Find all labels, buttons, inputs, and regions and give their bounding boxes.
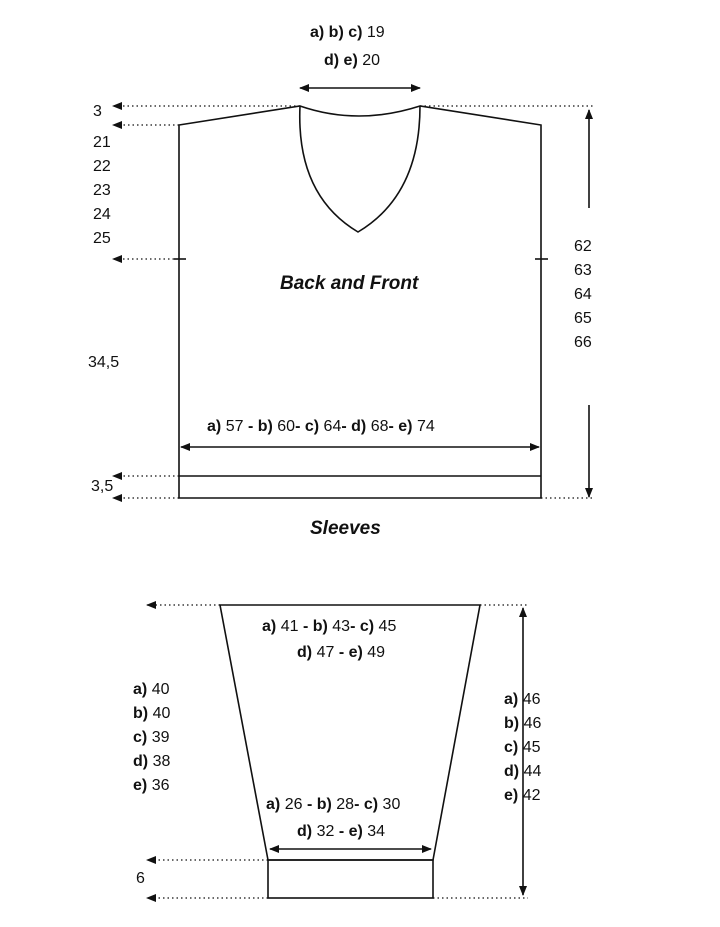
top-width-value-e: 49: [367, 644, 386, 661]
top-width-label-d: d): [297, 644, 313, 661]
body-title: Back and Front: [280, 273, 419, 294]
cuff-width-value-c: 30: [382, 796, 401, 813]
top-width-sep: -: [350, 618, 356, 635]
width-label-a: a): [207, 418, 222, 435]
sleeve-length-item: [133, 702, 170, 726]
width-value-c: 64: [323, 418, 342, 435]
cuff-width-label-c: c): [363, 796, 379, 813]
sleeve-length-item: [133, 750, 170, 774]
cuff-width-value-d: 32: [316, 823, 335, 840]
cuff-height-label: 6: [136, 870, 145, 887]
sleeve-length-value: 40: [152, 705, 171, 722]
width-sep: -: [295, 418, 301, 435]
cuff-width-label-d: d): [297, 823, 313, 840]
sleeve-length-label: c): [133, 729, 148, 746]
sleeve-top-width-line2: [297, 644, 385, 662]
top-width-sep: -: [338, 644, 345, 661]
cuff-width-label-e: e): [348, 823, 363, 840]
sleeve-total-length-list: [504, 688, 541, 808]
width-value-a: 57: [225, 418, 244, 435]
top-width-label-a: a): [262, 618, 277, 635]
cuff-width-line2: [297, 823, 385, 841]
armhole-depth-item: 25: [93, 230, 111, 247]
cuff-width-value-b: 28: [336, 796, 355, 813]
cuff-width-value-a: 26: [284, 796, 303, 813]
sleeve-cuff: [268, 860, 433, 898]
armhole-depth-list: [93, 131, 111, 251]
armhole-depth-item: 22: [93, 158, 111, 175]
cuff-width-sep: -: [338, 823, 345, 840]
cuff-width-line1: [266, 796, 400, 814]
sleeves-title: Sleeves: [310, 518, 381, 539]
body-outline: [179, 106, 541, 498]
sleeve-length-label: a): [133, 681, 148, 698]
sleeve-total-length-value: 44: [523, 763, 542, 780]
sleeve-total-length-item: [504, 784, 541, 808]
sleeve-length-item: [133, 726, 170, 750]
sleeve-total-length-item: [504, 688, 541, 712]
sleeve-length-value: 40: [151, 681, 170, 698]
cuff-width-value-e: 34: [367, 823, 386, 840]
top-width-value-b: 43: [332, 618, 351, 635]
width-value-e: 74: [416, 418, 435, 435]
width-label-c: c): [304, 418, 320, 435]
neck-width-line2-value: 20: [362, 52, 381, 69]
top-width-value-a: 41: [280, 618, 299, 635]
sleeve-total-length-value: 46: [522, 691, 541, 708]
body-length-label: 34,5: [88, 354, 120, 371]
sleeve-total-length-item: [504, 736, 541, 760]
cuff-width-sep: -: [306, 796, 313, 813]
sleeve-total-length-label: d): [504, 763, 520, 780]
body-total-length-item: 63: [574, 262, 592, 279]
body-total-length-item: 66: [574, 334, 592, 351]
top-width-label-e: e): [348, 644, 363, 661]
sleeve-total-length-value: 42: [522, 787, 541, 804]
body-width-line: [207, 418, 435, 436]
width-label-b: b): [257, 418, 273, 435]
sleeve-length-label: d): [133, 753, 149, 770]
sleeve-total-length-label: e): [504, 787, 519, 804]
armhole-depth-item: 24: [93, 206, 111, 223]
sleeve-length-value: 38: [152, 753, 171, 770]
body-total-length-item: 64: [574, 286, 592, 303]
armhole-depth-item: 23: [93, 182, 111, 199]
neck-width-line2: [324, 52, 380, 70]
sleeve-total-length-value: 46: [523, 715, 542, 732]
sleeve-total-length-label: c): [504, 739, 519, 756]
top-width-value-c: 45: [378, 618, 397, 635]
rib-height-label: 3,5: [91, 478, 114, 495]
sleeve-length-label: e): [133, 777, 148, 794]
width-sep: -: [388, 418, 394, 435]
sleeve-length-item: [133, 774, 170, 798]
sleeve-length-item: [133, 678, 170, 702]
sleeve-total-length-label: a): [504, 691, 519, 708]
body-total-length-list: [574, 235, 592, 355]
top-width-label-b: b): [312, 618, 328, 635]
neck-width-line1: [310, 24, 385, 42]
width-label-e: e): [398, 418, 413, 435]
width-sep: -: [341, 418, 347, 435]
neck-width-line1-value: 19: [366, 24, 385, 41]
sleeve-length-value: 36: [151, 777, 170, 794]
neck-width-line2-labels: d) e): [324, 52, 358, 69]
cuff-width-label-a: a): [266, 796, 281, 813]
width-value-b: 60: [277, 418, 296, 435]
sleeve-total-length-value: 45: [522, 739, 541, 756]
body-total-length-item: 65: [574, 310, 592, 327]
sleeve-total-length-label: b): [504, 715, 520, 732]
width-sep: -: [247, 418, 254, 435]
top-width-value-d: 47: [316, 644, 335, 661]
cuff-width-label-b: b): [316, 796, 332, 813]
sleeve-length-value: 39: [151, 729, 170, 746]
neck-width-line1-labels: a) b) c): [310, 24, 363, 41]
width-value-d: 68: [370, 418, 389, 435]
neckline: [300, 106, 420, 232]
shoulder-drop-label: 3: [93, 103, 102, 120]
sleeve-length-label: b): [133, 705, 149, 722]
top-width-label-c: c): [359, 618, 375, 635]
width-label-d: d): [351, 418, 367, 435]
armhole-depth-item: 21: [93, 134, 111, 151]
top-width-sep: -: [302, 618, 309, 635]
body-total-length-item: 62: [574, 238, 592, 255]
cuff-width-sep: -: [354, 796, 360, 813]
sleeve-top-width-line1: [262, 618, 396, 636]
sleeve-total-length-item: [504, 760, 541, 784]
sleeve-length-list: [133, 678, 170, 798]
sleeve-total-length-item: [504, 712, 541, 736]
